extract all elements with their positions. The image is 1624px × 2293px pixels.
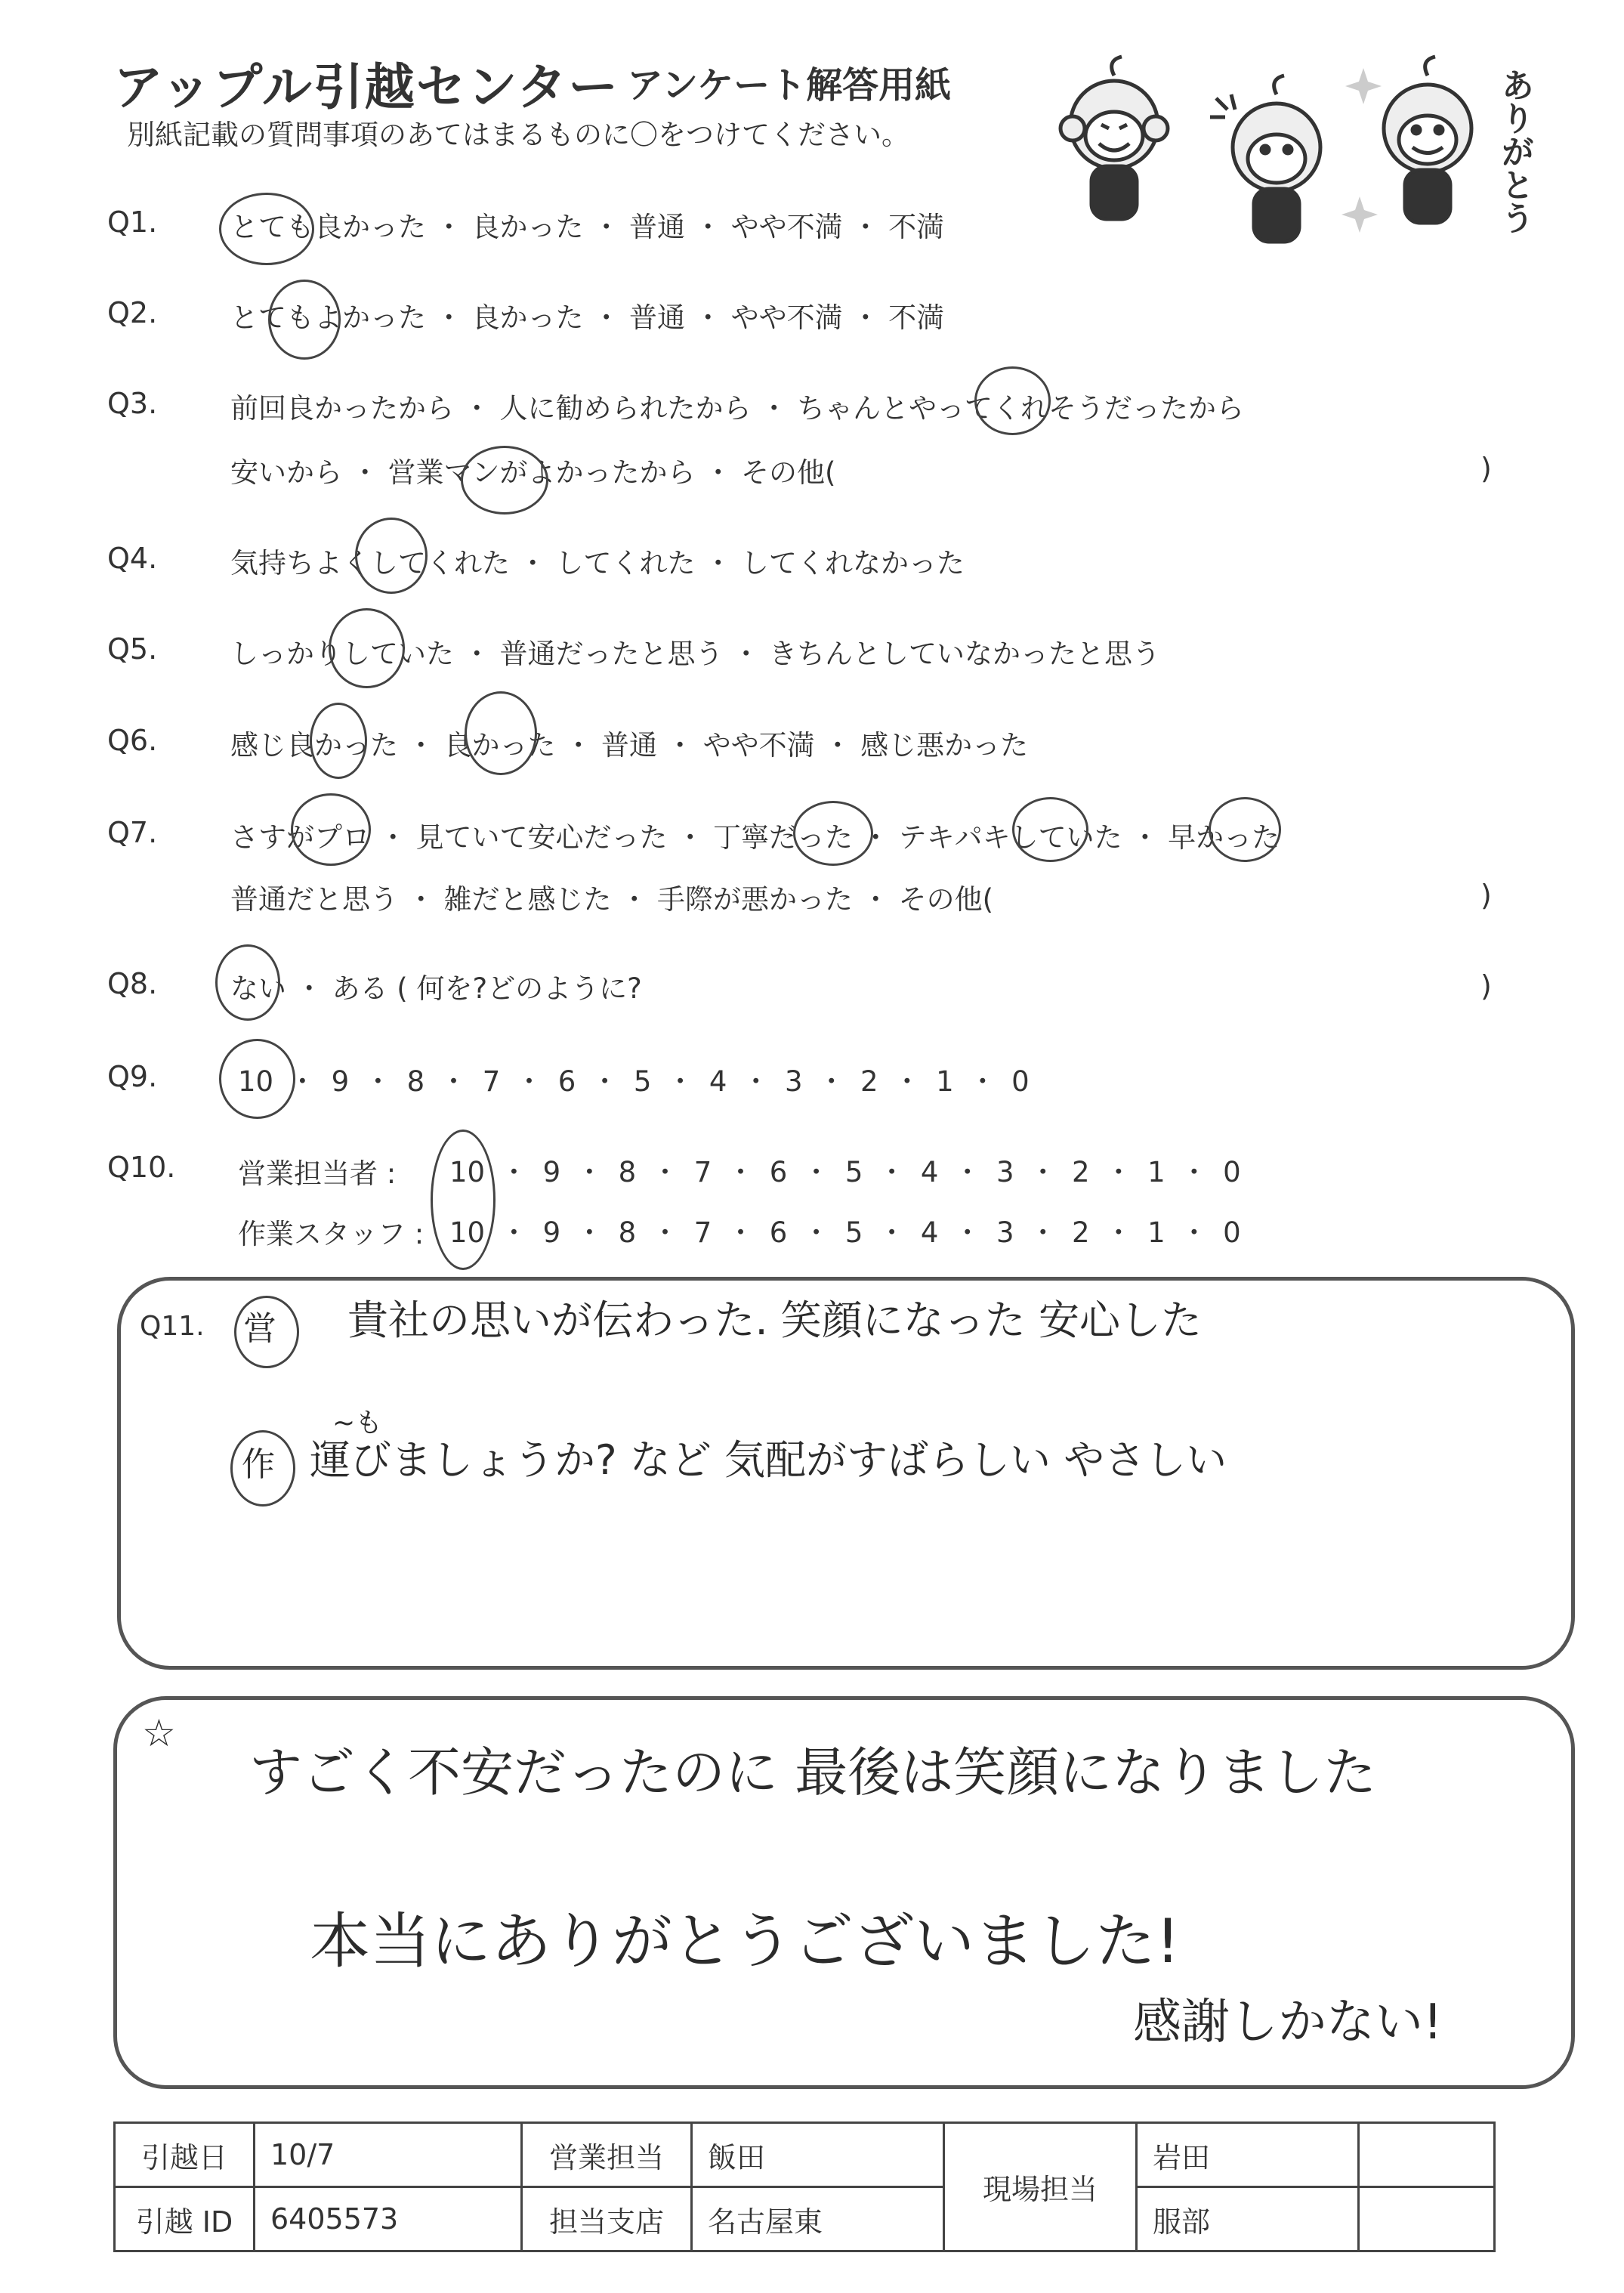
- q11-mark-sales: 営: [243, 1309, 276, 1348]
- sales-label: 営業担当: [522, 2123, 692, 2187]
- star-icon: ☆: [142, 1711, 176, 1755]
- answer-circle: [268, 280, 341, 360]
- q10-staff-label: 作業スタッフ :: [238, 1218, 425, 1250]
- q7-options-line1: さすがプロ ・ 見ていて安心だった ・ 丁寧だった ・ テキパキしていた ・ 早かった: [230, 821, 1280, 854]
- move-date-value: 10/7: [255, 2123, 522, 2187]
- answer-circle: [234, 1296, 299, 1368]
- q2-options: とてもよかった ・ 良かった ・ 普通 ・ やや不満 ・ 不満: [230, 301, 945, 334]
- move-id-value: 6405573: [255, 2187, 522, 2251]
- info-table: [113, 2121, 1496, 2252]
- q1-label: Q1.: [107, 206, 158, 239]
- q11-handwritten-line1: 貴社の思いが伝わった. 笑顔になった 安心した: [347, 1296, 1202, 1344]
- answer-circle: [461, 446, 548, 515]
- answer-circle: [1209, 797, 1281, 862]
- q3-options-line1: 前回良かったから ・ 人に勧められたから ・ ちゃんとやってくれそうだったから: [230, 392, 1245, 425]
- survey-subtitle: アンケート解答用紙: [627, 64, 952, 107]
- q10-label: Q10.: [107, 1151, 176, 1184]
- survey-title: アップル引越センター: [113, 58, 620, 116]
- site-label: 現場担当: [944, 2123, 1137, 2251]
- answer-circle: [219, 193, 314, 265]
- monkey-middle: [1210, 76, 1320, 242]
- answer-circle: [465, 691, 537, 775]
- q5-options: しっかりしていた ・ 普通だったと思う ・ きちんとしていなかったと思う: [230, 638, 1161, 670]
- answer-circle: [310, 703, 367, 779]
- q4-label: Q4.: [107, 542, 158, 575]
- comment-line2: 本当にありがとうございました!: [310, 1906, 1181, 1976]
- q3-close-paren: ): [1480, 452, 1492, 485]
- q9-label: Q9.: [107, 1060, 158, 1093]
- instruction-text: 別紙記載の質問事項のあてはまるものに〇をつけてください。: [127, 119, 909, 151]
- q7-close-paren: ): [1480, 879, 1492, 912]
- answer-circle: [230, 1430, 295, 1507]
- site-staff-1: 岩田: [1137, 2123, 1359, 2187]
- answer-circle: [793, 801, 873, 866]
- monkey-left: [1061, 57, 1168, 219]
- answer-circle: [431, 1130, 496, 1270]
- comment-line1: すごく不安だったのに 最後は笑顔になりました: [249, 1741, 1377, 1803]
- q1-options: とても良かった ・ 良かった ・ 普通 ・ やや不満 ・ 不満: [230, 211, 945, 243]
- q10-staff-scale: 10 ・ 9 ・ 8 ・ 7 ・ 6 ・ 5 ・ 4 ・ 3 ・ 2 ・ 1 ・ 0: [449, 1216, 1241, 1249]
- comment-line3: 感謝しかない!: [1133, 1995, 1443, 2050]
- sparkle-icon: [1345, 68, 1382, 104]
- q11-label: Q11.: [140, 1311, 205, 1342]
- mascot-monkeys-illustration: [1042, 53, 1571, 257]
- q3-options-line2: 安いから ・ 営業マンがよかったから ・ その他(: [230, 456, 836, 489]
- answer-circle: [219, 1039, 295, 1119]
- q4-options: 気持ちよくしてくれた ・ してくれた ・ してくれなかった: [230, 547, 965, 579]
- sales-name: 飯田: [692, 2123, 944, 2187]
- move-id-label: 引越 ID: [115, 2187, 255, 2251]
- q5-label: Q5.: [107, 632, 158, 666]
- q8-label: Q8.: [107, 967, 158, 1000]
- answer-circle: [291, 793, 371, 866]
- q8-options: ない ・ ある ( 何を?どのように?: [230, 972, 642, 1005]
- answer-circle: [1012, 797, 1088, 862]
- answer-circle: [974, 366, 1051, 435]
- site-staff-2: 服部: [1137, 2187, 1359, 2251]
- q7-label: Q7.: [107, 816, 158, 849]
- q11-mark-staff: 作: [242, 1445, 275, 1484]
- q2-label: Q2.: [107, 296, 158, 329]
- q6-options: 感じ良かった ・ 良かった ・ 普通 ・ やや不満 ・ 感じ悪かった: [230, 729, 1029, 762]
- branch-label: 担当支店: [522, 2187, 692, 2251]
- move-date-label: 引越日: [115, 2123, 255, 2187]
- q6-label: Q6.: [107, 724, 158, 757]
- q11-handwritten-line2: 運びましょうか? など 気配がすばらしい やさしい: [310, 1436, 1227, 1484]
- q9-scale: 10 ・ 9 ・ 8 ・ 7 ・ 6 ・ 5 ・ 4 ・ 3 ・ 2 ・ 1 ・ 0: [238, 1065, 1030, 1098]
- q7-options-line2: 普通だと思う ・ 雑だと感じた ・ 手際が悪かった ・ その他(: [230, 883, 994, 916]
- extra-cell-2: [1359, 2187, 1495, 2251]
- monkey-right: [1384, 57, 1471, 223]
- answer-circle: [355, 518, 428, 594]
- q11-handwritten-note: ~も: [332, 1408, 383, 1439]
- mascot-thanks-text: ありがとう: [1495, 68, 1534, 234]
- branch-name: 名古屋東: [692, 2187, 944, 2251]
- answer-circle: [329, 608, 405, 688]
- answer-circle: [215, 944, 280, 1021]
- q3-label: Q3.: [107, 387, 158, 420]
- q10-sales-scale: 10 ・ 9 ・ 8 ・ 7 ・ 6 ・ 5 ・ 4 ・ 3 ・ 2 ・ 1 ・ 0: [449, 1156, 1241, 1188]
- extra-cell-1: [1359, 2123, 1495, 2187]
- q8-close-paren: ): [1480, 969, 1492, 1003]
- q10-sales-label: 営業担当者 :: [238, 1157, 397, 1190]
- sparkle-icon: [1341, 196, 1378, 233]
